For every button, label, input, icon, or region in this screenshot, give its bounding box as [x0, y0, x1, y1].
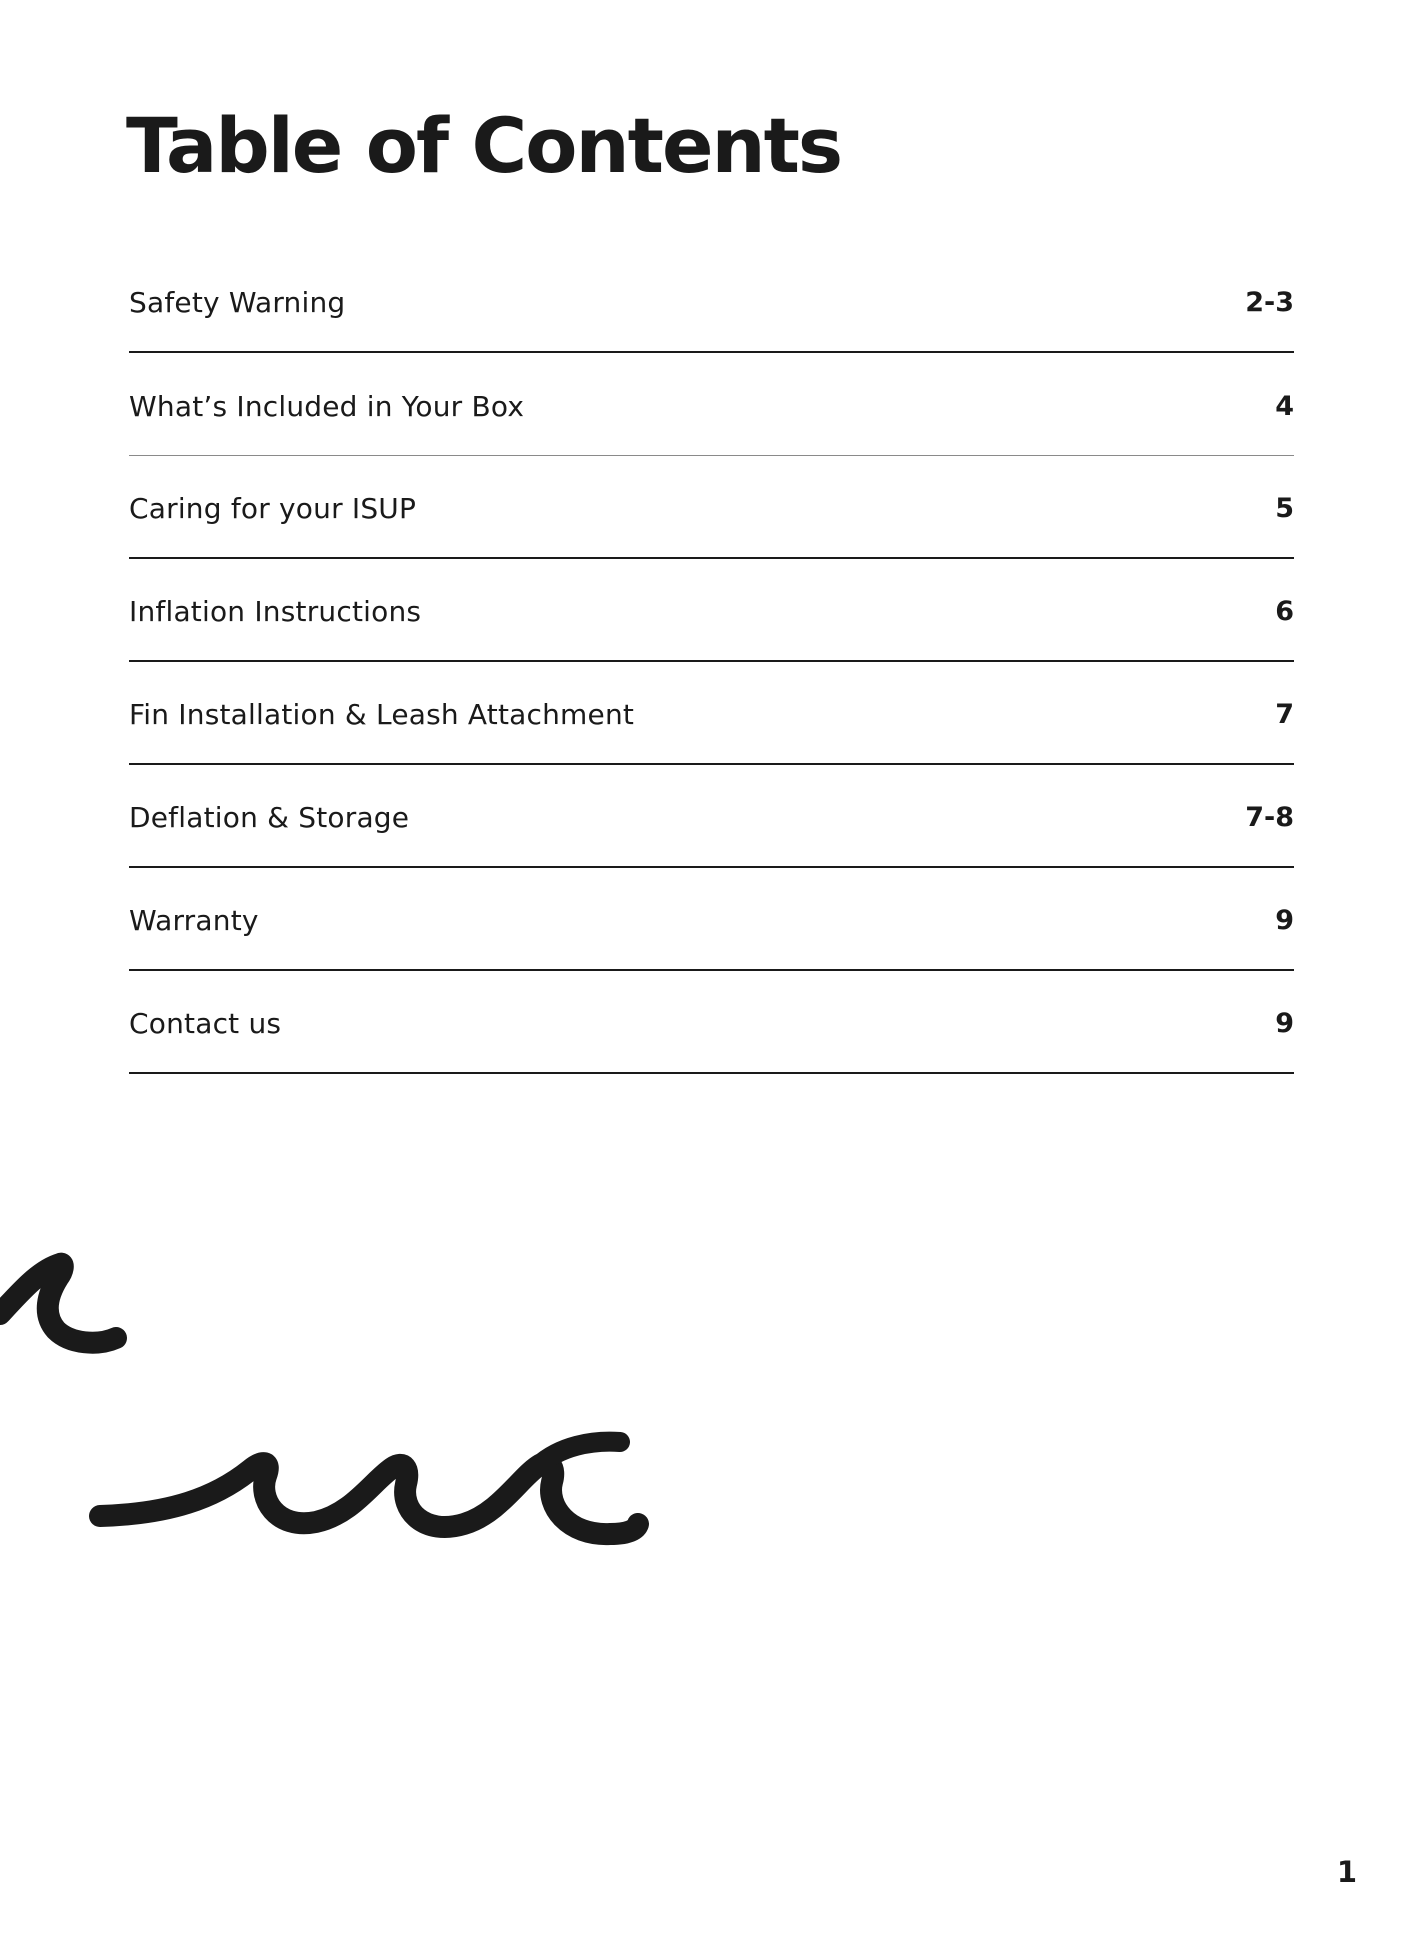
toc-entry-page: 9	[1275, 905, 1294, 936]
toc-entry-label: Deflation & Storage	[129, 801, 410, 834]
toc-entry-deflation	[129, 767, 1294, 868]
page-number: 1	[1336, 1855, 1357, 1889]
page-title: Table of Contents	[126, 101, 842, 190]
small-wave-decoration	[0, 1230, 140, 1360]
toc-entry-page: 4	[1275, 390, 1294, 422]
toc-entry-label: Inflation Instructions	[129, 595, 422, 628]
toc-entry-page: 7	[1275, 699, 1294, 730]
toc-entry-label: Contact us	[129, 1007, 282, 1040]
large-wave-decoration	[80, 1410, 660, 1560]
toc-entry-contact	[129, 973, 1294, 1074]
toc-entry-caring	[129, 458, 1294, 559]
toc-entry-page: 5	[1275, 493, 1294, 524]
toc-entry-whats-included	[129, 355, 1294, 456]
toc-entry-page: 6	[1275, 596, 1294, 627]
toc-entry-label: Warranty	[129, 904, 259, 937]
toc-entry-inflation	[129, 561, 1294, 662]
toc-entry-warranty	[129, 870, 1294, 971]
table-of-contents	[129, 252, 1294, 1076]
toc-entry-page: 7-8	[1245, 802, 1294, 833]
toc-entry-page: 2-3	[1245, 287, 1294, 318]
toc-entry-label: Safety Warning	[129, 286, 346, 319]
toc-entry-label: Fin Installation & Leash Attachment	[129, 698, 635, 731]
toc-entry-label: Caring for your ISUP	[129, 492, 417, 525]
toc-entry-label: What’s Included in Your Box	[129, 389, 525, 423]
toc-entry-fin-installation	[129, 664, 1294, 765]
toc-entry-page: 9	[1275, 1008, 1294, 1039]
toc-entry-safety-warning	[129, 252, 1294, 353]
